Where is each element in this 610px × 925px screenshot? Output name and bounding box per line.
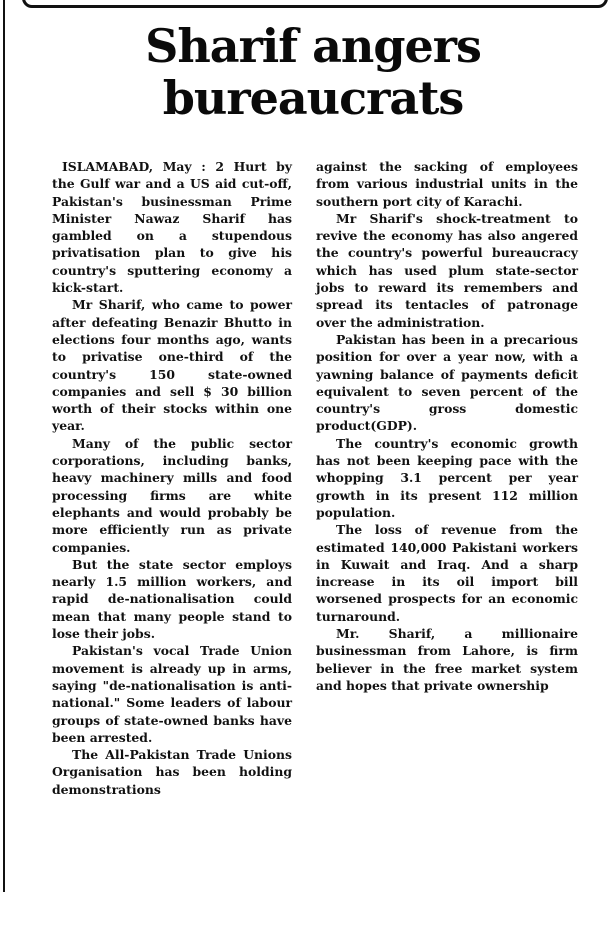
top-border-frame [22, 0, 608, 8]
paragraph: Mr Sharif's shock-treatment to revive the economy has also angered the country's powerful bureaucracy which has used plum state-sector jobs to reward its remembers and spread its tentacles of patronage over the administration. [316, 210, 578, 330]
paragraph: Many of the public sector corporations, including banks, heavy machinery mills and food processing firms are white elephants and would probably be more efficiently run as private companies. [52, 435, 292, 555]
paragraph-dateline: ISLAMABAD, May : 2 Hurt by the Gulf war and a US aid cut-off, Pakistan's businessman Prime Minister Nawaz Sharif has gambled on a stupendous privatisation plan to give his country's sputtering economy a kick-start. [52, 159, 292, 296]
headline-line-2: bureaucrats [162, 71, 464, 125]
paragraph-continued: against the sacking of employees from various industrial units in the southern port city of Karachi. [316, 159, 578, 209]
paragraph: The country's economic growth has not been keeping pace with the whopping 3.1 percent per year growth in its present 112 million population. [316, 435, 578, 520]
headline-line-1: Sharif angers [145, 19, 481, 73]
paragraph: But the state sector employs nearly 1.5 million workers, and rapid de-nationalisation could mean that many people stand to lose their jobs. [52, 556, 292, 642]
left-column-rule [3, 0, 5, 892]
paragraph: Mr Sharif, who came to power after defeating Benazir Bhutto in elections four months ago, wants to privatise one-third of the country's 150 state-owned companies and sell $ 30 billion worth of their stocks within one year. [52, 297, 292, 434]
right-text-column [316, 158, 578, 694]
paragraph: Pakistan's vocal Trade Union movement is already up in arms, saying "de-nationalisation is anti-national." Some leaders of labour groups of state-owned banks have been arrested. [52, 643, 292, 745]
paragraph: Mr. Sharif, a millionaire businessman from Lahore, is firm believer in the free market system and hopes that private ownership [316, 626, 578, 693]
paragraph: The loss of revenue from the estimated 140,000 Pakistani workers in Kuwait and Iraq. And a sharp increase in its oil import bill worsened prospects for an economic turnaround. [316, 522, 578, 624]
left-text-column [52, 158, 292, 798]
paragraph: The All-Pakistan Trade Unions Organisation has been holding demonstrations [52, 747, 292, 797]
paragraph: Pakistan has been in a precarious position for over a year now, with a yawning balance of payments deficit equivalent to seven percent of the country's gross domestic product(GDP). [316, 331, 578, 434]
headline [20, 20, 606, 124]
